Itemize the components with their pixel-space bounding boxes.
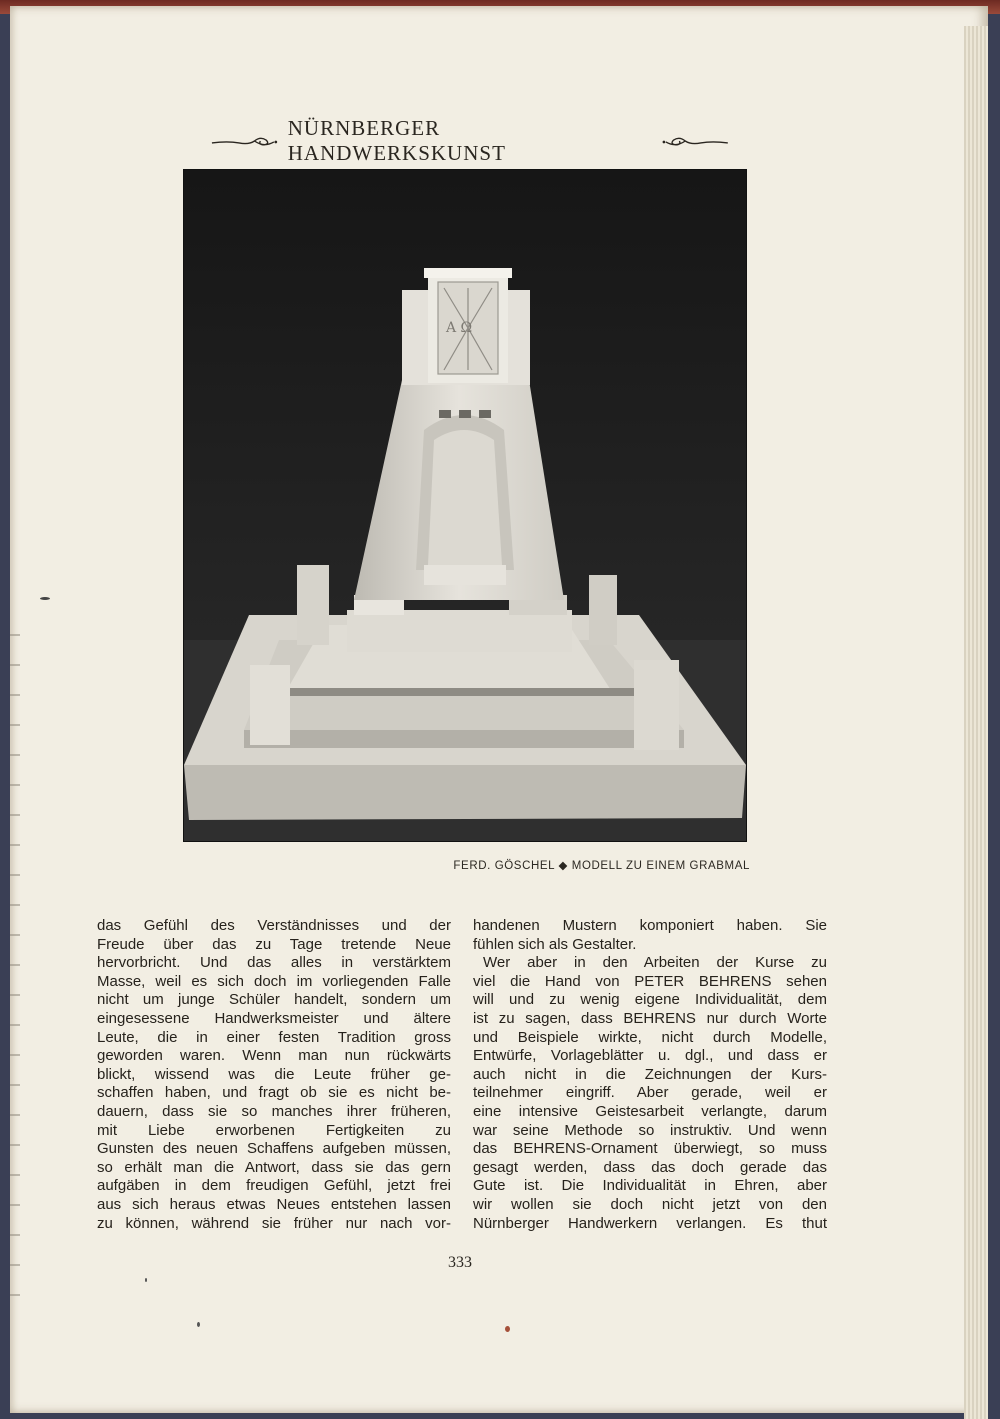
text-line: Gunsten des neuen Schaffens aufgeben müssen, [97, 1140, 451, 1158]
text-line: eine intensive Geistesarbeit verlangte, darum [473, 1102, 827, 1120]
text-line: ist zu sagen, dass BEHRENS nur durch Worte [473, 1009, 827, 1027]
text-line: auch nicht in die Zeichnungen der Kurs- [473, 1065, 827, 1083]
text-line: aus sich heraus etwas Neues entstehen lassen [97, 1195, 451, 1213]
text-line: teilnehmer eingriff. Aber gerade, weil er [473, 1084, 827, 1102]
text-line: hervorbricht. Und das alles in verstärktem [97, 954, 451, 972]
text-line: gesagt werden, dass das doch gerade das [473, 1158, 827, 1176]
page-number: 333 [448, 1254, 472, 1271]
text-line: zu können, während sie früher nur nach vor- [97, 1214, 451, 1232]
text-line: war seine Methode so instruktiv. Und wenn [473, 1121, 827, 1139]
text-line: eingesessene Handwerksmeister und ältere [97, 1009, 451, 1027]
grave-monument-photo [183, 169, 747, 842]
text-line: viel die Hand von PETER BEHRENS sehen [473, 972, 827, 990]
figure-caption: FERD. GÖSCHEL ◆ MODELL ZU EINEM GRABMAL [453, 860, 750, 872]
text-line: Wer aber in den Arbeiten der Kurse zu [483, 954, 827, 972]
text-line: das Gefühl des Verständnisses und der [97, 917, 451, 934]
text-line: fühlen sich als Gestalter. [473, 935, 637, 953]
text-line: und Beispiele wirkte, nicht durch Modelle, [473, 1028, 827, 1046]
running-header [210, 116, 730, 165]
gutter-marks [10, 606, 20, 1306]
text-line: Gute ist. Die Individualität in Ehren, aber [473, 1177, 827, 1195]
text-line: Entwürfe, Vorlageblätter u. dgl., und dass er [473, 1047, 827, 1065]
ink-speck [145, 1278, 147, 1282]
header-title: NÜRNBERGER HANDWERKSKUNST [287, 116, 506, 165]
text-line: mit Liebe erworbenen Fertigkeiten zu [97, 1121, 451, 1139]
text-line: das BEHRENS-Ornament überwiegt, so muss [473, 1140, 827, 1158]
text-line: wir wollen sie doch nicht jetzt von den [473, 1195, 827, 1213]
text-line: will und zu wenig eigene Individualität, dem [473, 991, 827, 1009]
text-line: nicht um junge Schüler handelt, sondern um [97, 991, 451, 1009]
left-flourish-icon [210, 132, 278, 150]
ink-speck [197, 1322, 200, 1327]
ink-speck [505, 1326, 510, 1332]
text-line: handenen Mustern komponiert haben. Sie [473, 917, 827, 934]
text-line: schaffen haben, und fragt ob sie es nicht be- [97, 1084, 451, 1102]
ink-speck [40, 597, 50, 600]
right-column [473, 917, 827, 1233]
text-line: geworden waren. Wenn man nun rückwärts [97, 1047, 451, 1065]
text-line: blickt, wissend was die Leute früher ge- [97, 1065, 451, 1083]
text-line: Masse, weil es sich doch im vorliegenden Falle [97, 972, 451, 990]
text-line: Nürnberger Handwerkern verlangen. Es thut [473, 1214, 827, 1232]
right-flourish-icon [662, 132, 730, 150]
text-line: aufgäben in dem freudigen Gefühl, jetzt frei [97, 1177, 451, 1195]
text-line: so erhält man die Antwort, dass sie das gern [97, 1158, 451, 1176]
left-column [97, 917, 451, 1233]
page-edges [964, 26, 988, 1419]
text-line: Freude über das zu Tage tretende Neue [97, 935, 451, 953]
inscription-text: Α Ω [446, 320, 473, 336]
text-line: dauern, dass sie so manches ihrer früheren, [97, 1102, 451, 1120]
text-line: Leute, die in einer festen Tradition gross [97, 1028, 451, 1046]
